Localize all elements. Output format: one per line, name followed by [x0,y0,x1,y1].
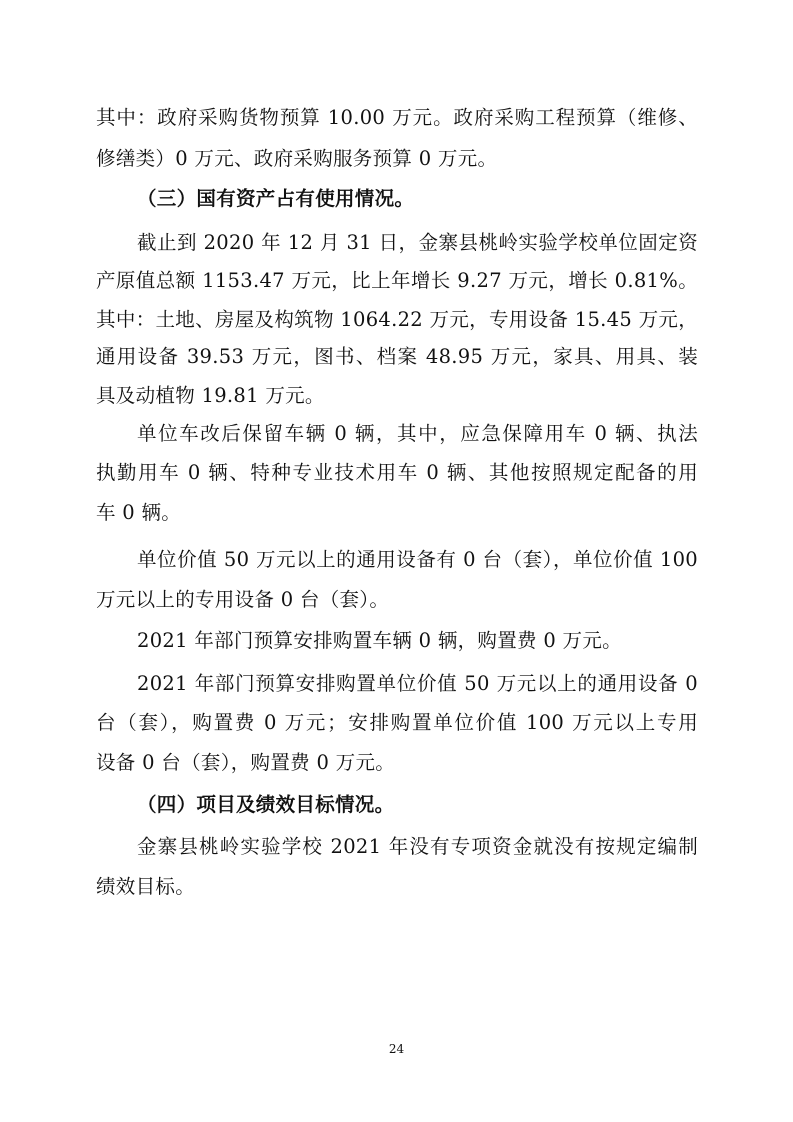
body-text-line: 具及动植物 19.81 万元。 [96,384,325,407]
section-heading-performance: （四）项目及绩效目标情况。 [137,793,395,816]
body-text-line: 金寨县桃岭实验学校 2021 年没有专项资金就没有按规定编制 [137,835,698,858]
body-text-line: 单位车改后保留车辆 0 辆，其中，应急保障用车 0 辆、执法 [137,422,698,445]
body-text-line: 2021 年部门预算安排购置车辆 0 辆，购置费 0 万元。 [137,629,622,652]
body-text-line: 通用设备 39.53 万元，图书、档案 48.95 万元，家具、用具、装 [96,345,698,368]
body-text-line: 绩效目标。 [96,875,196,898]
page-number: 24 [388,1042,405,1056]
body-text-line: 车 0 辆。 [96,501,182,524]
body-text-line: 其中：土地、房屋及构筑物 1064.22 万元，专用设备 15.45 万元， [96,308,698,331]
body-text-line: 2021 年部门预算安排购置单位价值 50 万元以上的通用设备 0 [137,672,698,695]
body-text-line: 修缮类）0 万元、政府采购服务预算 0 万元。 [96,147,498,170]
body-text-line: 产原值总额 1153.47 万元，比上年增长 9.27 万元，增长 0.81%。 [96,269,698,292]
body-text-line: 台（套），购置费 0 万元；安排购置单位价值 100 万元以上专用 [96,711,698,734]
body-text-line: 单位价值 50 万元以上的通用设备有 0 台（套），单位价值 100 [137,548,698,571]
body-text-line: 其中：政府采购货物预算 10.00 万元。政府采购工程预算（维修、 [96,106,698,129]
body-text-line: 设备 0 台（套），购置费 0 万元。 [96,751,396,774]
body-text-line: 执勤用车 0 辆、特种专业技术用车 0 辆、其他按照规定配备的用 [96,461,698,484]
section-heading-assets: （三）国有资产占有使用情况。 [137,187,415,210]
body-text-line: 万元以上的专用设备 0 台（套）。 [96,588,390,611]
body-text-line: 截止到 2020 年 12 月 31 日，金寨县桃岭实验学校单位固定资 [137,231,698,254]
